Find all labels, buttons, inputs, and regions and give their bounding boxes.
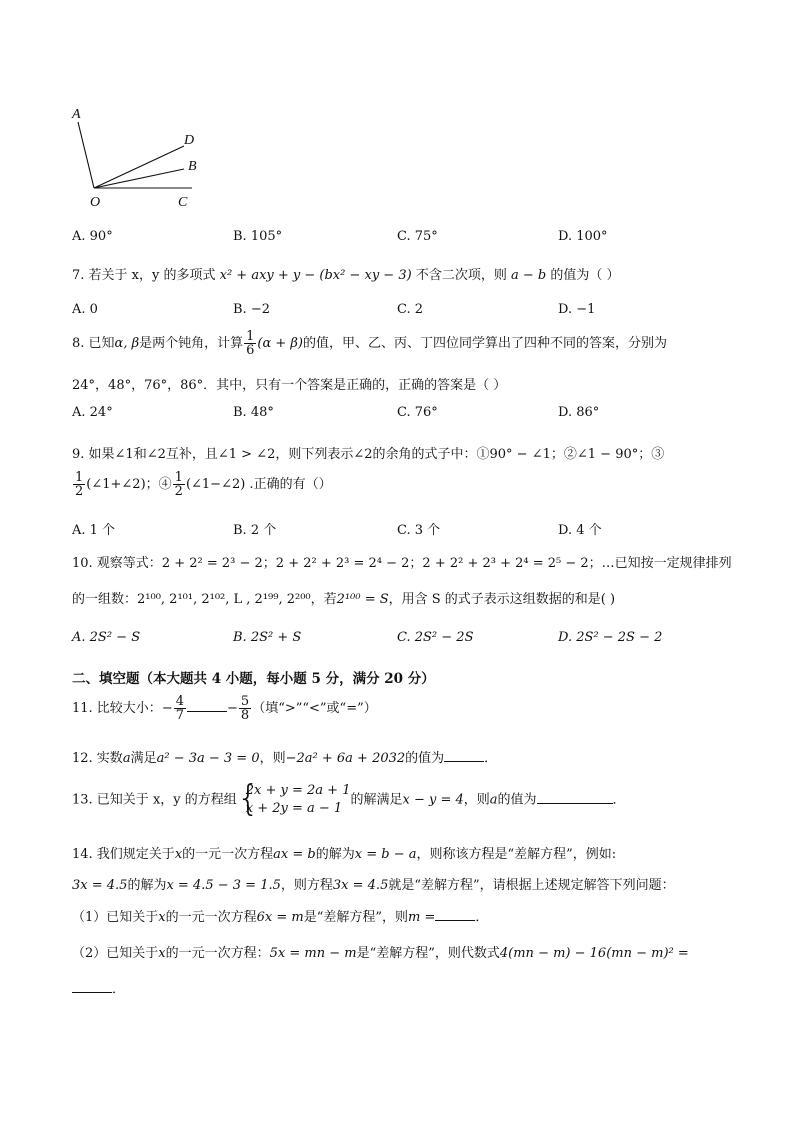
q14-part2	[72, 942, 689, 961]
ray-OA	[78, 122, 94, 188]
q8-prefix: 8. 已知	[72, 336, 115, 351]
q11-suffix: （填“>”“<”或“=”）	[252, 701, 377, 716]
q14-p1-mid: 的一元一次方程	[165, 910, 257, 925]
q10-prefix: 10. 观察等式：	[72, 556, 162, 571]
q12-mid2: ，则	[259, 751, 286, 766]
q12-prefix: 12. 实数	[72, 751, 123, 766]
q14-line1	[72, 843, 616, 862]
q8-option-b: B. 48°	[233, 405, 274, 420]
q11-stem: 11. 比较大小：− $\frac{4}{7}$ − $\frac{5}{8}$ （填“>”“<”或“=”）	[72, 694, 377, 723]
q12-answer-blank[interactable]	[444, 749, 484, 762]
q7-text-suffix: 不含二次项，则	[415, 268, 507, 283]
q10-line2-prefix: 的一组数：	[72, 592, 138, 607]
q14-p2-eq: 5x = mn − m	[269, 946, 357, 961]
q13-suffix: 的值为	[497, 792, 537, 808]
q8-stem-line1	[72, 330, 667, 357]
q13-answer-blank[interactable]	[537, 791, 613, 804]
q11-f1-den: 7	[175, 708, 184, 723]
label-O: O	[90, 195, 101, 210]
q8-frac-num: 1	[246, 329, 255, 344]
q10-line2-expr2: 2¹⁰⁰ = S	[336, 592, 389, 607]
q14-l2-b: 的解为	[127, 878, 167, 893]
q14-p2-prefix: （2）已知关于	[72, 946, 159, 961]
q9-frac1-num: 1	[75, 470, 84, 485]
q9-fraction-1	[73, 471, 85, 498]
q13-mid2: ，则	[463, 792, 490, 808]
q7-option-a: A. 0	[72, 302, 98, 317]
q9-frac2-den: 2	[174, 484, 183, 499]
q7-option-b: B. −2	[233, 302, 270, 317]
q14-p1-m: m =	[408, 910, 436, 925]
q10-option-b: B. 2S² + S	[233, 630, 302, 645]
q6-option-c: C. 75°	[397, 229, 438, 244]
q7-stem	[72, 264, 620, 283]
q7-expression: x² + axy + y − (bx² − xy − 3)	[219, 268, 412, 283]
q14-l1-var: x	[174, 847, 183, 862]
q14-l2-e: 3x = 4.5	[332, 878, 389, 893]
q9-option-d: D. 4 个	[558, 523, 602, 538]
q12-var: a	[122, 751, 131, 766]
q14-l1-eq: ax = b	[273, 847, 316, 862]
q10-line2-mid: ，若	[310, 592, 337, 607]
q11-f2-num: 5	[240, 694, 250, 709]
q14-line2	[72, 874, 675, 893]
q7-option-c: C. 2	[397, 302, 424, 317]
q14-l1-mid2: 的解为	[315, 847, 355, 862]
q14-p2-answer-blank[interactable]	[72, 980, 112, 993]
q12-eq: a² − 3a − 3 = 0	[156, 751, 260, 766]
q8-suffix: 的值，甲、乙、丙、丁四位同学算出了四种不同的答案，分别为	[303, 336, 668, 351]
q8-stem-line2: 24°，48°，76°，86°．其中，只有一个答案是正确的，正确的答案是（ ）	[72, 378, 507, 393]
q13-prefix: 13. 已知关于 x，y 的方程组	[72, 792, 237, 808]
q9-fraction-2	[173, 471, 185, 498]
q14-p1-prefix: （1）已知关于	[72, 910, 159, 925]
q14-l2-c: x = 4.5 − 3 = 1.5	[166, 878, 281, 893]
q11-f1-num: 4	[175, 694, 184, 709]
q11-prefix: 11. 比较大小：	[72, 701, 162, 716]
q9-line2-a: (∠1+∠2)；④	[86, 477, 172, 492]
q14-p2-expr: 4(mn − m) − 16(mn − m)² =	[499, 946, 689, 961]
q14-l2-f: 就是“差解方程”，请根据上述规定解答下列问题：	[388, 878, 675, 893]
q14-l2-d: ，则方程	[280, 878, 333, 893]
q13-eq2: x + 2y = a − 1	[245, 801, 343, 816]
q14-p2-mid: 的一元一次方程：	[165, 946, 270, 961]
ray-OB	[94, 169, 184, 188]
q6-option-b: B. 105°	[233, 229, 283, 244]
q13-stem: 13. 已知关于 x，y 的方程组 { 2x + y = 2a + 1 x + 2y = a − 1 的解满足x − y = 4，则a的值为 ．	[72, 778, 626, 819]
q11-f2-den: 8	[240, 708, 250, 723]
q10-option-a: A. 2S² − S	[72, 630, 141, 645]
q9-stem-line1: 9. 如果∠1和∠2互补，且∠1 > ∠2，则下列表示∠2的余角的式子中：①90° − ∠1；②∠1 − 90°；③	[72, 447, 665, 462]
q8-option-a: A. 24°	[72, 405, 113, 420]
q8-frac-den: 6	[246, 343, 255, 358]
q14-l1-sol: x = b − a	[354, 847, 417, 862]
q13-cond: x − y = 4	[402, 792, 464, 808]
label-D: D	[184, 133, 195, 148]
q8-fraction	[244, 330, 256, 357]
q11-answer-blank[interactable]	[187, 699, 227, 712]
q6-option-d: D. 100°	[558, 229, 608, 244]
q9-line2-b: (∠1−∠2) .正确的有（）	[185, 477, 332, 492]
q13-brace-icon: {	[236, 778, 260, 819]
q6-option-a: A. 90°	[72, 229, 113, 244]
label-A: A	[72, 107, 81, 122]
q14-l1-mid: 的一元一次方程	[182, 847, 274, 862]
q14-p1-eq: 6x = m	[256, 910, 304, 925]
section-heading: 二、填空题（本大题共 4 小题，每小题 5 分，满分 20 分）	[72, 671, 435, 687]
q14-p2-mid2: 是“差解方程”，则代数式	[356, 946, 500, 961]
q10-stem-line1	[72, 552, 732, 571]
label-C: C	[178, 195, 188, 210]
q10-expr: 2 + 2² = 2³ − 2；2 + 2² + 2³ = 2⁴ − 2；2 + 2² + 2³ + 2⁴ = 2⁵ − 2；…	[161, 556, 615, 571]
q8-option-c: C. 76°	[397, 405, 438, 420]
q14-p1-answer-blank[interactable]	[435, 908, 475, 921]
q8-option-d: D. 86°	[558, 405, 600, 420]
q9-frac1-den: 2	[75, 484, 84, 499]
q10-option-d: D. 2S² − 2S − 2	[558, 630, 663, 645]
q10-line2-suffix: ，用含 S 的式子表示这组数据的和是( )	[388, 592, 616, 607]
angle-diagram	[66, 100, 206, 212]
q12-stem: 12. 实数a满足a² − 3a − 3 = 0，则−2a² + 6a + 2032的值为 ．	[72, 751, 498, 766]
label-B: B	[188, 159, 197, 174]
q11-fraction-1	[174, 695, 186, 722]
ray-OD	[94, 146, 184, 188]
q7-expression-2: a − b	[510, 268, 547, 283]
q12-mid: 满足	[130, 751, 157, 766]
q14-p1-mid2: 是“差解方程”，则	[303, 910, 409, 925]
q14-p2-var: x	[158, 946, 166, 961]
q14-l1-suffix: ，则称该方程是“差解方程”，例如:	[416, 847, 617, 862]
q13-equation-system	[236, 778, 351, 819]
q10-line2-expr: 2¹⁰⁰, 2¹⁰¹, 2¹⁰², L , 2¹⁹⁹, 2²⁰⁰	[137, 592, 311, 607]
q9-frac2-num: 1	[174, 470, 183, 485]
q9-option-a: A. 1 个	[72, 523, 116, 538]
q10-option-c: C. 2S² − 2S	[397, 630, 474, 645]
q14-l2-a: 3x = 4.5	[72, 878, 128, 893]
q12-expr: −2a² + 6a + 2032	[285, 751, 406, 766]
q14-part1: （1）已知关于x的一元一次方程6x = m是“差解方程”，则m = ．	[72, 910, 489, 925]
q14-part2-answer: ．	[72, 978, 125, 997]
q8-greek: α, β	[114, 336, 140, 351]
q8-expr: (α + β)	[257, 336, 304, 351]
q9-stem-line2	[72, 471, 332, 498]
q14-p1-var: x	[158, 910, 166, 925]
q13-eq1: 2x + y = 2a + 1	[245, 783, 351, 798]
q8-mid: 是两个钝角，计算	[139, 336, 244, 351]
q12-suffix: 的值为	[405, 751, 445, 766]
q13-mid: 的解满足	[350, 792, 403, 808]
q10-suffix: 已知按一定规律排列	[614, 556, 732, 571]
q7-text-end: 的值为（ ）	[550, 268, 620, 283]
q14-l1-prefix: 14. 我们规定关于	[72, 847, 175, 862]
q10-stem-line2	[72, 588, 615, 607]
q7-option-d: D. −1	[558, 302, 596, 317]
q13-var: a	[489, 792, 498, 808]
q7-text-prefix: 7. 若关于 x，y 的多项式	[72, 268, 216, 283]
q9-option-c: C. 3 个	[397, 523, 441, 538]
q9-option-b: B. 2 个	[233, 523, 277, 538]
q11-fraction-2	[239, 695, 251, 722]
